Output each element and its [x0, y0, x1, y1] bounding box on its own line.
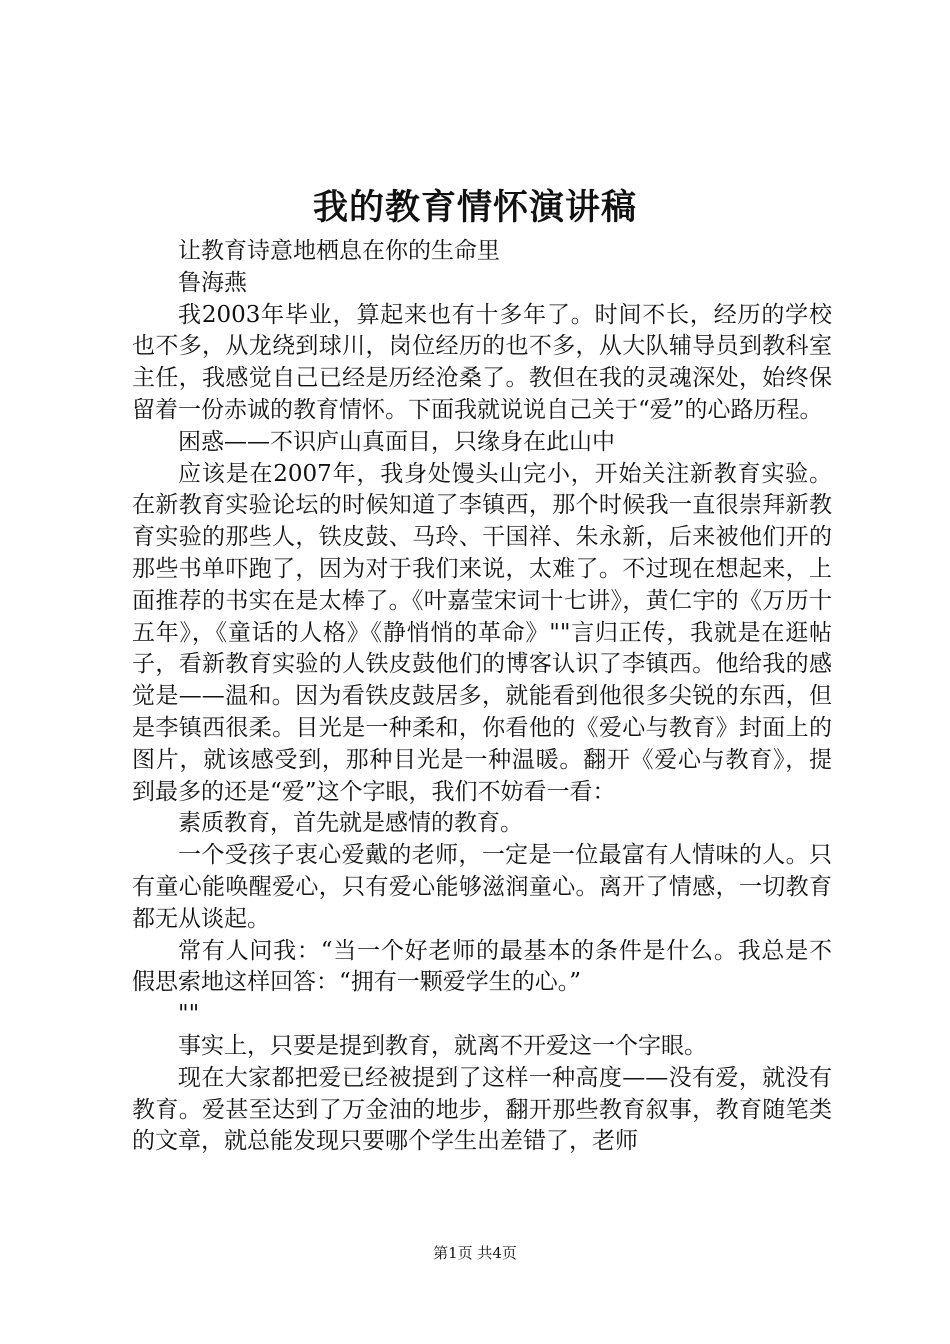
document-body — [132, 236, 832, 1158]
body-paragraph: 我2003年毕业，算起来也有十多年了。时间不长，经历的学校也不多，从龙绕到球川，岗位经历的也不多，从大队辅导员到教科室主任，我感觉自己已经是历经沧桑了。教但在我的灵魂深处，始终保留着一份赤诚的教育情怀。下面我就说说自己关于“爱”的心路历程。 — [132, 301, 832, 423]
body-paragraph: 事实上，只要是提到教育，就离不开爱这一个字眼。 — [178, 1032, 707, 1059]
body-paragraph: 一个受孩子衷心爱戴的老师，一定是一位最富有人情味的人。只有童心能唤醒爱心，只有爱心能够滋润童心。离开了情感，一切教育都无从谈起。 — [132, 842, 832, 932]
document-title: 我的教育情怀演讲稿 — [312, 187, 637, 228]
body-paragraph: "" — [178, 1001, 200, 1028]
section-heading-paragraph: 困惑——不识庐山真面目，只缘身在此山中 — [178, 428, 615, 455]
subtitle-paragraph: 让教育诗意地栖息在你的生命里 — [178, 238, 500, 264]
body-paragraph: 现在大家都把爱已经被提到了这样一种高度——没有爱，就没有教育。爱甚至达到了万金油的地步，翻开那些教育叙事，教育随笔类的文章，就总能发现只要哪个学生出差错了，老师 — [132, 1064, 832, 1155]
page-footer: 第1页 共4页 — [433, 1244, 517, 1262]
body-paragraph: 素质教育，首先就是感情的教育。 — [178, 810, 523, 837]
body-paragraph: 常有人问我：“当一个好老师的最基本的条件是什么。我总是不假思索地这样回答：“拥有一颗爱学生的心。” — [132, 937, 832, 996]
author-paragraph: 鲁海燕 — [178, 269, 247, 296]
body-paragraph: 应该是在2007年，我身处馒头山完小，开始关注新教育实验。在新教育实验论坛的时候知道了李镇西，那个时候我一直很崇拜新教育实验的那些人，铁皮鼓、马玲、干国祥、朱永新，后来被他们开的那些书单吓跑了，因为对于我们来说，太难了。不过现在想起来，上面推荐的书实在是太棒了。《叶嘉莹宋词十七讲》，黄仁宇的《万历十五年》，《童话的人格》《静悄悄的革命》""言归正传，我就是在逛帖子，看新教育实验的人铁皮鼓他们的博客认识了李镇西。他给我的感觉是——温和。因为看铁皮鼓居多，就能看到他很多尖锐的东西，但是李镇西很柔。目光是一种柔和，你看他的《爱心与教育》封面上的图片，就该感受到，那种目光是一种温暖。翻开《爱心与教育》，提到最多的还是“爱”这个字眼，我们不妨看一看： — [132, 460, 832, 805]
